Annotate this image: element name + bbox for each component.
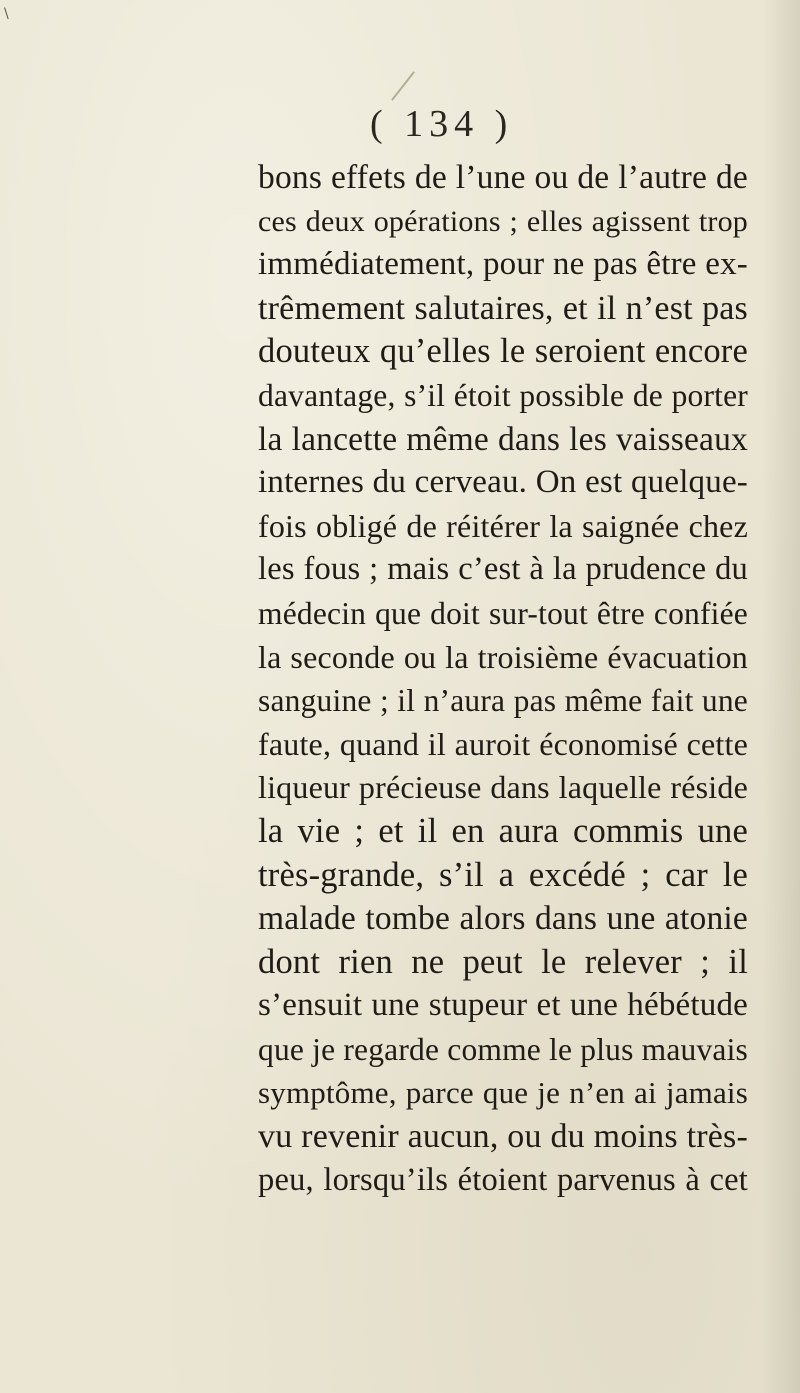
text-line: la seconde ou la troisième évacuation — [258, 638, 748, 675]
text-line: vu revenir aucun, ou du moins très- — [258, 1118, 748, 1156]
text-line: internes du cerveau. On est quelque- — [258, 464, 748, 501]
text-line: fois obligé de réitérer la saignée chez — [258, 507, 748, 544]
text-line: symptôme, parce que je n’en ai jamais — [258, 1075, 748, 1111]
corner-mark: \ — [4, 6, 9, 22]
text-line: faute, quand il auroit économisé cette — [258, 725, 748, 762]
text-line: davantage, s’il étoit possible de porter — [258, 377, 748, 413]
pencil-mark — [391, 71, 415, 101]
body-text — [258, 156, 748, 1202]
text-line: bons effets de l’une ou de l’autre de — [258, 159, 748, 196]
page-edge-shadow — [762, 0, 800, 1393]
text-line: très-grande, s’il a excédé ; car le — [258, 855, 748, 894]
text-line: peu, lorsqu’ils étoient parvenus à cet — [258, 1161, 748, 1198]
text-line: trêmement salutaires, et il n’est pas — [258, 289, 748, 327]
page-number: ( 134 ) — [370, 103, 514, 145]
text-line: immédiatement, pour ne pas être ex- — [258, 246, 748, 283]
text-line: dont rien ne peut le relever ; il — [258, 942, 748, 981]
text-line: les fous ; mais c’est à la prudence du — [258, 551, 748, 588]
text-line: sanguine ; il n’aura pas même fait une — [258, 683, 748, 719]
text-line: ces deux opérations ; elles agissent trop — [258, 204, 748, 238]
text-line: la vie ; et il en aura commis une — [258, 811, 748, 850]
text-line: s’ensuit une stupeur et une hébétude — [258, 987, 748, 1024]
text-line: médecin que doit sur-tout être confiée — [258, 595, 748, 631]
text-line: la lancette même dans les vaisseaux — [258, 420, 748, 458]
text-line: liqueur précieuse dans laquelle réside — [258, 769, 748, 806]
text-line: douteux qu’elles le seroient encore — [258, 332, 748, 371]
text-line: malade tombe alors dans une atonie — [258, 900, 748, 938]
text-line: que je regarde comme le plus mauvais — [258, 1031, 749, 1067]
